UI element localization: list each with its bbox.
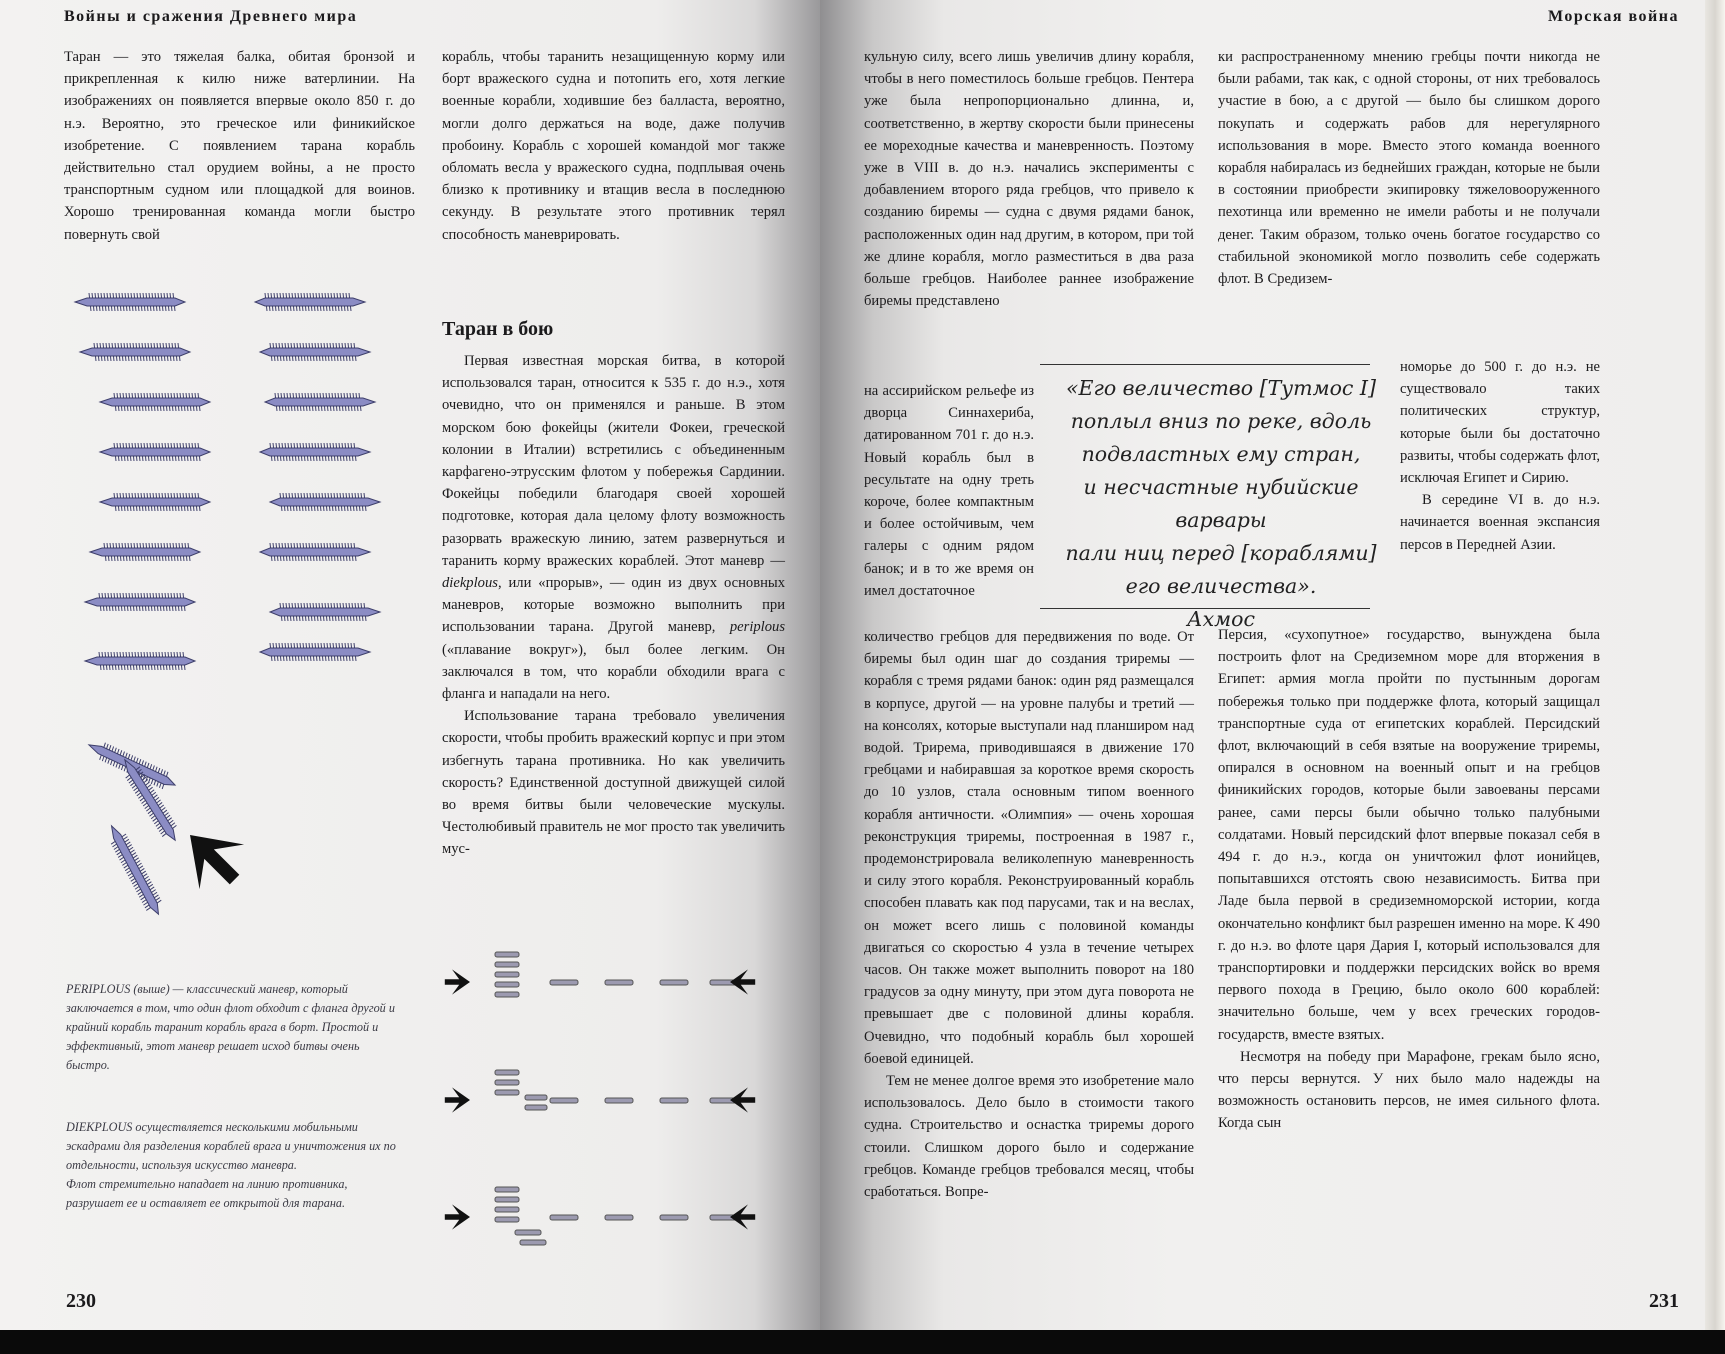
page-number-left: 230 — [66, 1290, 96, 1312]
right-page — [820, 0, 1705, 1330]
arrow-icon — [730, 1204, 755, 1229]
paragraph: В середине VI в. до н.э. начинается военная экспансия персов в Передней Азии. — [1400, 492, 1600, 553]
caption-periplous: PERIPLOUS (выше) — классический маневр, который заключается в том, что один флот обходит с фланга другой и крайний корабль таранит корабль врага в борт. Простой и эффективный, этот маневр решает исход битвы очень быстро. — [66, 982, 395, 1072]
book-edge — [1705, 0, 1725, 1330]
arrow-icon — [445, 969, 470, 994]
ship-icon — [260, 643, 370, 661]
paragraph: корабль, чтобы таранить незащищенную корму или борт вражеского судна и потопить его, хотя легкие военные корабли, ходившие без балласта, вероятно, могли долго держаться на воде, даже получив пробоину. Корабль с хорошей командой мог также обломать весла у вражеского судна, подплывая очень близко к противнику и втащив весла в последнюю секунду. В результате этого противник терял способность маневрировать. — [442, 49, 785, 243]
text-column-3-narrow — [864, 380, 1034, 602]
ship-icon — [605, 1215, 633, 1220]
quote-line: его величества». — [1125, 574, 1317, 598]
scan-border — [0, 1330, 1725, 1354]
ship-icon — [260, 443, 370, 461]
ship-icon — [660, 1215, 688, 1220]
quote-rule-bottom — [1040, 608, 1370, 609]
paragraph: Тем не менее долгое время это изобретение мало использовалось. Дело было в стоимости такого судна. Строительство и оснастка триремы дорого стоили. Слишком дорого было и содержание гребцов. Команде гребцов требовался месяц, чтобы сработаться. Вопре- — [864, 1073, 1194, 1201]
ship-icon — [525, 1095, 547, 1100]
paragraph: на ассирийском рельефе из дворца Синнахериба, датированном 701 г. до н.э. Новый корабль был в ресультате на одну треть короче, более компактным и более остойчивым, чем галеры с одним рядом банок; и в то же время он имел достаточное — [864, 383, 1034, 599]
arrow-icon — [445, 1204, 470, 1229]
ship-icon — [495, 1090, 519, 1095]
quote-line: пали ниц перед [кораблями] — [1065, 541, 1377, 565]
text-column-2 — [442, 350, 785, 861]
ship-icon — [270, 603, 380, 621]
text-column-2-top — [442, 46, 785, 246]
paragraph: количество гребцов для передвижения по воде. От биремы был один шаг до создания триремы — корабля с тремя рядами банок: один ряд размещался в корпусе, другой — на уровне палубы и третий — на консолях, которые выступали над планширом над водой. Трирема, приводившаяся в движение 170 гребцами и набиравшая за короткое время скорость до 10 узлов, стала основным типом военного корабля античности. «Олимпия» — очень хорошая реконструкция триремы, построенная в 1987 г., продемонстрировала великолепную маневренность и силу этого корабля. Реконструированный корабль способен плавать как под парусами, так и на веслах, он может всего лишь с половиной команды двигаться со скоростью 4 узла в течение четырех часов. Он также может выполнить поворот на 180 градусов за одну минуту, при этом дуга поворота не превышает две с половиной длины корабля. Очевидно, что подобный корабль был хорошей боевой единицей. — [864, 629, 1194, 1067]
quote-line: «Его величество [Тутмос I] — [1065, 376, 1377, 400]
ship-icon — [605, 1098, 633, 1103]
ship-icon — [660, 980, 688, 985]
paragraph: Первая известная морская битва, в которой использовался таран, относится к 535 г. до н.э., хотя очевидно, что он применялся и раньше. В этом морском бою фокейцы (жители Фокеи, греческой колонии в Италии) встретились с объединенным карфагено-этрусским флотом у побережья Сардинии. Фокейцы победили благодаря своей хорошей подготовке, которая дала целому флоту возможность разорвать вражескую линию, затем развернуться и таранить корму вражеских кораблей. Этот маневр — diekplous, или «прорыв», — один из двух основных маневров, которые возможно выполнить при использовании тарана. Другой маневр, periplous («плавание вокруг»), был более легким. Он заключался в том, что корабли обходили врага с фланга и нападали на него. — [442, 353, 785, 703]
arrow-icon — [730, 969, 755, 994]
paragraph: ки распространенному мнению гребцы почти никогда не были рабами, так как, с одной стороны, от них требовалось участие в бою, а с другой — было бы слишком дорого покупать и содержать рабов для нерегулярного использования в море. Вместо этого команда военного корабля набиралась из беднейших граждан, которые не были в состоянии приобрести экипировку тяжеловооруженного пехотинца или временно не имели работы и не получали денег. Таким образом, только очень богатое государство со стабильной экономикой могло позволить себе содержать флот. В Средизем- — [1218, 49, 1600, 288]
ship-icon — [495, 992, 519, 997]
ship-icon — [104, 822, 167, 919]
text-column-3-bottom — [864, 626, 1194, 1203]
ship-icon — [85, 652, 195, 670]
periplous-diagram — [60, 280, 420, 970]
text-column-3-top — [864, 46, 1194, 312]
text-column-1 — [64, 46, 415, 246]
ship-icon — [255, 293, 365, 311]
ship-icon — [100, 443, 210, 461]
running-header-left: Войны и сражения Древнего мира — [64, 8, 358, 25]
diekplous-diagram — [440, 945, 800, 1265]
quote-author: Ахмос — [1187, 607, 1255, 631]
paragraph: кульную силу, всего лишь увеличив длину корабля, чтобы в него поместилось больше гребцов. Пентера уже была непропорционально длинна, и, соответственно, в жертву скорости были принесены ее мореходные качества и маневренность. Поэтому уже в VIII в. до н.э. начались эксперименты с добавлением второго ряда гребцов, что привело к созданию биремы — судна с двумя рядами банок, расположенных один над другим, в котором, при той же длине корабля, могло разместиться в два раза больше гребцов. Наиболее раннее изображение биремы представлено — [864, 49, 1194, 310]
ship-icon — [495, 1187, 519, 1192]
page-number-right: 231 — [1649, 1290, 1679, 1312]
ship-icon — [495, 972, 519, 977]
ship-icon — [495, 1070, 519, 1075]
paragraph: Таран — это тяжелая балка, обитая бронзой и прикрепленная к килю ниже ватерлинии. На изображениях он появляется впервые около 850 г. до н.э. Вероятно, это греческое или финикийское изобретение. С появлением тарана корабль действительно стал орудием войны, а не просто транспортным судном или площадкой для воинов. Хорошо тренированная команда могли быстро повернуть свой — [64, 49, 415, 243]
paragraph: номорье до 500 г. до н.э. не существовало таких политических структур, которые были бы достаточно развиты, чтобы содержать флот, исключая Египет и Сирию. — [1400, 359, 1600, 487]
paragraph: Использование тарана требовало увеличения скорости, чтобы пробить вражеский корпус и при этом избегнуть тарана противника. Но как увеличить скорость? Единственной доступной движущей силой во время битвы были человеческие мускулы. Честолюбивый правитель не мог просто так увеличить мус- — [442, 708, 785, 858]
paragraph: Персия, «сухопутное» государство, вынуждена была построить флот на Средиземном море для вторжения в Египет: армия могла пройти по пустынным дорогам побережья только при поддержке флота, который защищал транспортные суда от египетских кораблей. Персидский флот, включающий в себя взятые на вооружение триремы, опирался в основном на военный опыт и на гребцов финикийских городов, которые были завоеваны персами ранее, сами персы были обычно только палубными солдатами. Новый персидский флот впервые показал себя в 494 г. до н.э., когда он уничтожил флот ионийцев, попытавшихся отстоять свою независимость. Битва при Ладе была первой в средиземноморской истории, когда окончательно конфликт был разрешен именно на море. К 490 г. до н.э. во флоте царя Дария I, который использовался для транспортировки и поддержки персидских войск во время первого похода в Грецию, было около 600 кораблей: значительно больше, чем у всех греческих городов-государств, вместе взятых. — [1218, 627, 1600, 1043]
ship-icon — [495, 1217, 519, 1222]
quote-rule-top — [1040, 364, 1370, 365]
ship-icon — [100, 393, 210, 411]
ship-icon — [75, 293, 185, 311]
caption-diekplous: DIEKPLOUS осуществляется несколькими мобильными эскадрами для разделения кораблей врага и уничтожения их по отдельности, используя искусство маневра. Флот стремительно нападает на линию противника, разрушает ее и оставляет ее открытой для тарана. — [66, 1120, 396, 1210]
ship-icon — [515, 1230, 541, 1235]
ship-icon — [495, 1080, 519, 1085]
ship-icon — [260, 543, 370, 561]
quote-line: поплыл вниз по реке, вдоль — [1070, 409, 1372, 433]
text-column-4-bottom — [1218, 624, 1600, 1135]
ship-icon — [550, 1215, 578, 1220]
ship-icon — [550, 980, 578, 985]
ship-icon — [85, 593, 195, 611]
ship-icon — [525, 1105, 547, 1110]
ship-icon — [260, 343, 370, 361]
quote-line: и несчастные нубийские варвары — [1083, 475, 1359, 532]
ship-icon — [90, 543, 200, 561]
ship-icon — [495, 982, 519, 987]
ship-icon — [495, 962, 519, 967]
running-header-right: Морская война — [1548, 8, 1679, 25]
ship-icon — [495, 1197, 519, 1202]
ship-icon — [265, 393, 375, 411]
text-column-4-narrow — [1400, 356, 1600, 556]
arrow-icon — [445, 1087, 470, 1112]
ship-icon — [520, 1240, 546, 1245]
ship-icon — [270, 493, 380, 511]
ship-icon — [605, 980, 633, 985]
left-page — [0, 0, 820, 1330]
ship-icon — [495, 952, 519, 957]
ship-icon — [550, 1098, 578, 1103]
arrow-icon — [168, 813, 257, 902]
text-column-4-top — [1218, 46, 1600, 290]
section-title: Таран в бою — [442, 318, 554, 340]
paragraph: Несмотря на победу при Марафоне, грекам было ясно, что персы вернутся. У них было мало надежды на возможность остановить персов, не имея сильного флота. Когда сын — [1218, 1048, 1600, 1132]
ship-icon — [495, 1207, 519, 1212]
ship-icon — [100, 493, 210, 511]
ship-icon — [80, 343, 190, 361]
quote-line: подвластных ему стран, — [1081, 442, 1361, 466]
arrow-icon — [730, 1087, 755, 1112]
pull-quote — [1035, 372, 1407, 636]
ship-icon — [660, 1098, 688, 1103]
